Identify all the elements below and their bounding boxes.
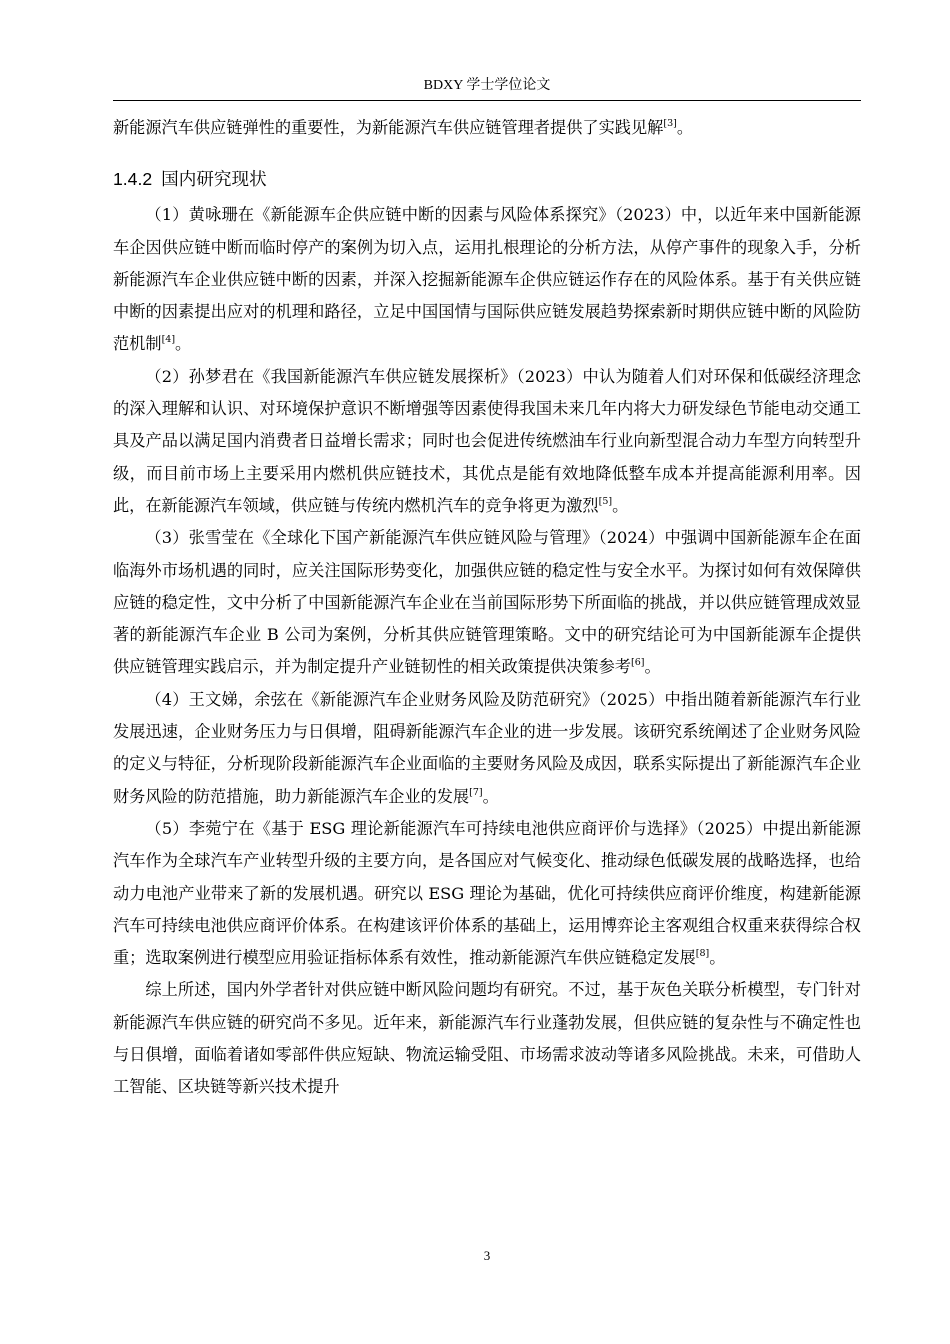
paragraph-text: 新能源汽车供应链弹性的重要性，为新能源汽车供应链管理者提供了实践见解 — [113, 118, 664, 137]
citation: [6] — [631, 657, 645, 669]
page-body — [113, 112, 861, 1104]
header-rule — [113, 100, 861, 101]
paragraph-study-2 — [113, 361, 861, 522]
paragraph-end: 。 — [482, 786, 499, 806]
paragraph-text: （1）黄咏珊在《新能源车企供应链中断的因素与风险体系探究》（2023）中，以近年来中国新能源车企因供应链中断而临时停产的案例为切入点，运用扎根理论的分析方法，从停产事件的现象入手，分析新能源汽车企业供应链中断的因素，并深入挖掘新能源车企供应链运作存在的风险体系。基于有关供应链中断的因素提出应对的机理和路径，立足中国国情与国际供应链发展趋势探索新时期供应链中断的风险防范机制 — [113, 205, 861, 354]
paragraph-end: 。 — [676, 118, 694, 137]
paragraph-study-1 — [113, 199, 861, 360]
paragraph-text: （3）张雪莹在《全球化下国产新能源汽车供应链风险与管理》（2024）中强调中国新能源车企在面临海外市场机遇的同时，应关注国际形势变化，加强供应链的稳定性与安全水平。为探讨如何有效保障供应链的稳定性，文中分析了中国新能源汽车企业在当前国际形势下所面临的挑战，并以供应链管理成效显著的新能源汽车企业 B 公司为案例，分析其供应链管理策略。文中的研究结论可为中国新能源车企提供供应链管理实践启示，并为制定提升产业链韧性的相关政策提供决策参考 — [113, 528, 861, 677]
citation: [5] — [598, 495, 613, 507]
paragraph-end: 。 — [175, 334, 192, 354]
section-title: 国内研究现状 — [161, 170, 267, 191]
paragraph-continued — [113, 112, 861, 144]
citation: [8] — [695, 948, 710, 960]
paragraph-text: （5）李菀宁在《基于 ESG 理论新能源汽车可持续电池供应商评价与选择》（2025）中提出新能源汽车作为全球汽车产业转型升级的主要方向，是各国应对气候变化、推动绿色低碳发展的战略选择，也给动力电池产业带来了新的发展机遇。研究以 ESG 理论为基础，优化可持续供应商评价维度，构建新能源汽车可持续电池供应商评价体系。在构建该评价体系的基础上，运用博弈论主客观组合权重来获得综合权重；选取案例进行模型应用验证指标体系有效性，推动新能源汽车供应链稳定发展 — [113, 818, 861, 968]
paragraph-end: 。 — [709, 948, 726, 968]
citation: [4] — [161, 334, 176, 346]
section-number: 1.4.2 — [113, 169, 153, 190]
paragraph-text: （2）孙梦君在《我国新能源汽车供应链发展探析》（2023）中认为随着人们对环保和低碳经济理念的深入理解和认识、对环境保护意识不断增强等因素使得我国未来几年内将大力研发绿色节能电动交通工具及产品以满足国内消费者日益增长需求；同时也会促进传统燃油车行业向新型混合动力车型方向转型升级，而目前市场上主要采用内燃机供应链技术，其优点是能有效地降低整车成本并提高能源利用率。因此，在新能源汽车领域，供应链与传统内燃机汽车的竞争将更为激烈 — [113, 366, 861, 515]
paragraph-study-4 — [113, 684, 861, 813]
page-number: 3 — [483, 1248, 491, 1263]
citation: [7] — [469, 786, 483, 798]
paragraph-text: 综上所述，国内外学者针对供应链中断风险问题均有研究。不过，基于灰色关联分析模型，专门针对新能源汽车供应链的研究尚不多见。近年来，新能源汽车行业蓬勃发展，但供应链的复杂性与不确定性也与日俱增，面临着诸如零部件供应短缺、物流运输受阻、市场需求波动等诸多风险挑战。未来，可借助人工智能、区块链等新兴技术提升 — [113, 980, 861, 1097]
paragraph-end: 。 — [644, 657, 661, 677]
section-heading — [113, 163, 861, 196]
paragraph-study-5 — [113, 813, 861, 974]
paragraph-end: 。 — [612, 495, 629, 515]
paragraph-study-3 — [113, 522, 861, 683]
paragraph-summary — [113, 974, 861, 1103]
paragraph-text: （4）王文娣，余弦在《新能源汽车企业财务风险及防范研究》（2025）中指出随着新能源汽车行业发展迅速，企业财务压力与日俱增，阻碍新能源汽车企业的进一步发展。该研究系统阐述了企业财务风险的定义与特征，分析现阶段新能源汽车企业面临的主要财务风险及成因，联系实际提出了新能源汽车企业财务风险的防范措施，助力新能源汽车企业的发展 — [113, 689, 861, 806]
citation: [3] — [663, 118, 677, 129]
running-header: BDXY 学士学位论文 — [423, 78, 551, 93]
